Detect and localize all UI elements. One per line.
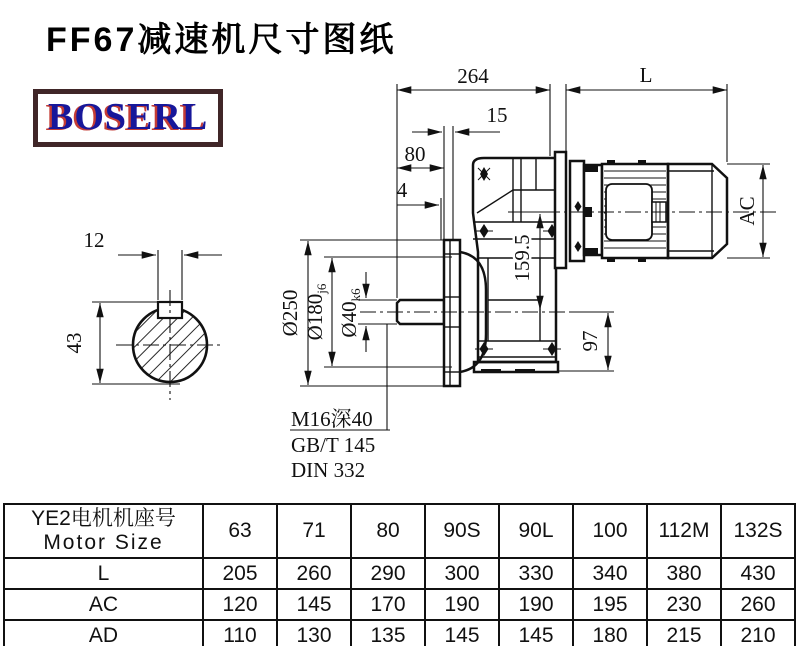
table-cell: 300 (425, 558, 499, 589)
table-cell: 112M (647, 504, 721, 558)
dim-key-width: 12 (83, 228, 105, 252)
dim-axis-to-base: 97 (578, 330, 602, 352)
mounting-flange (444, 240, 460, 386)
table-header-motor-size (4, 504, 203, 558)
table-cell: 330 (499, 558, 573, 589)
table-cell: 135 (351, 620, 425, 646)
header-en: Motor Size (43, 531, 164, 554)
table-cell: 100 (573, 504, 647, 558)
table-cell: 195 (573, 589, 647, 620)
dim-face-gap: 4 (396, 178, 408, 202)
table-cell: 430 (721, 558, 795, 589)
table-cell: 290 (351, 558, 425, 589)
note-thread: M16深40 (291, 407, 373, 431)
row-label: AC (4, 589, 203, 620)
table-cell: 63 (203, 504, 277, 558)
table-cell: 215 (647, 620, 721, 646)
table-row-AC (4, 589, 795, 620)
table-cell: 205 (203, 558, 277, 589)
table-cell: 145 (425, 620, 499, 646)
thread-note (290, 324, 390, 482)
table-cell: 340 (573, 558, 647, 589)
fan-cowl (668, 164, 727, 258)
table-row-AD (4, 620, 795, 646)
gearbox-motor-view (278, 63, 776, 482)
table-cell: 132S (721, 504, 795, 558)
table-header-row (4, 504, 795, 558)
table-cell: 145 (499, 620, 573, 646)
note-gb-standard: GB/T 145 (291, 433, 376, 457)
dim-housing-length: 264 (457, 64, 489, 88)
table-cell: 190 (425, 589, 499, 620)
table-cell: 80 (351, 504, 425, 558)
dim-flange-thickness: 15 (486, 103, 508, 127)
table-cell: 210 (721, 620, 795, 646)
dim-motor-length: L (639, 63, 653, 87)
table-cell: 110 (203, 620, 277, 646)
dim-shaft-key-height: 43 (62, 332, 86, 354)
table-cell: 230 (647, 589, 721, 620)
dim-motor-diameter: AC (735, 196, 759, 226)
table-cell: 130 (277, 620, 351, 646)
table-cell: 380 (647, 558, 721, 589)
note-din-standard: DIN 332 (291, 458, 366, 482)
row-label: AD (4, 620, 203, 646)
table-cell: 90S (425, 504, 499, 558)
header-zh: YE2电机机座号 (31, 506, 176, 530)
shaft-section-view (62, 228, 224, 400)
table-row-L (4, 558, 795, 589)
table-cell: 120 (203, 589, 277, 620)
dimension-lines (278, 63, 770, 386)
table-cell: 71 (277, 504, 351, 558)
table-cell: 180 (573, 620, 647, 646)
table-cell: 170 (351, 589, 425, 620)
dim-axis-distance: 159.5 (510, 234, 534, 282)
motor (555, 152, 727, 268)
dim-shaft-length: 80 (404, 142, 426, 166)
page-title: FF67减速机尺寸图纸 (46, 21, 397, 59)
brand-logo-text: BOSERL (48, 96, 209, 138)
table-cell: 90L (499, 504, 573, 558)
dim-flange-od: Ø250 (278, 289, 302, 337)
table-cell: 260 (277, 558, 351, 589)
motor-size-table (3, 503, 796, 646)
row-label: L (4, 558, 203, 589)
table-cell: 260 (721, 589, 795, 620)
table-cell: 145 (277, 589, 351, 620)
table-cell: 190 (499, 589, 573, 620)
dim-spigot-diameter: Ø180j6 (303, 283, 329, 341)
dim-shaft-diameter: Ø40k6 (337, 288, 363, 338)
